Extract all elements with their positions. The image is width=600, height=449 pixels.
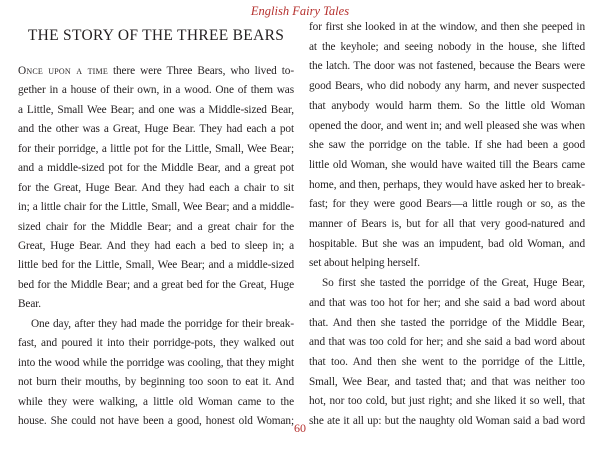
running-head: English Fairy Tales — [250, 4, 350, 18]
text-line: sized chair for the Middle Bear; and a great chair for the — [18, 220, 294, 233]
text-line: in; a little chair for the Little, Small, Wee Bear; and a middle- — [18, 201, 294, 214]
text-line: she ate it all up: but the naughty old Woman said a bad word — [309, 415, 585, 427]
text-line: One day, after they had made the porridge for their break- — [31, 317, 294, 330]
chapter-title: THE STORY OF THE THREE BEARS — [27, 27, 285, 44]
text-line-fragment: there were Three Bears, who lived to- — [107, 65, 294, 77]
page-number: 60 — [294, 421, 306, 435]
text-line: gether in a house of their own, in a wood. One of them was — [18, 84, 294, 97]
text-line: she saw the porridge on the table. If she had been a good — [309, 139, 585, 152]
text-line: good Bears, who did nobody any harm, and never suspected — [309, 80, 585, 93]
text-line — [18, 62, 294, 81]
text-line: not burn their mouths, by beginning too soon to eat it. And — [18, 376, 294, 389]
text-line: and the other was a Great, Huge Bear. They had each a pot — [18, 123, 294, 136]
text-line: set about helping herself. — [309, 257, 420, 270]
text-line: for the Great, Huge Bear. And they had each a chair to sit — [18, 181, 294, 194]
opening-smallcaps: Once upon a time — [18, 65, 108, 77]
text-line: bed for the Middle Bear; and a great bed for the Great, Huge — [18, 278, 294, 291]
text-line: for their porridge, a little pot for the Little, Small, Wee Bear; — [18, 142, 294, 155]
text-line: manner of Bears is, but for all that very good-natured and — [309, 218, 585, 230]
text-line: at the keyhole; and seeing nobody in the house, she lifted — [309, 40, 585, 53]
text-line: So first she tasted the porridge of the Great, Huge Bear, — [322, 277, 585, 290]
text-line: while they were walking, a little old Woman came to the — [18, 395, 294, 408]
text-line: that too. And then she went to the porridge of the Little, — [309, 355, 585, 368]
text-line: a Little, Small Wee Bear; and one was a Middle-sized Bear, — [18, 103, 294, 116]
text-line: and a middle-sized pot for the Middle Bear, and a great pot — [18, 162, 294, 175]
text-line: Great, Huge Bear. And they had each a bed to sleep in; a — [18, 240, 294, 252]
text-line: hospitable. But she was an impudent, bad old Woman, and — [309, 237, 585, 250]
text-line: house. She could not have been a good, honest old Woman; — [18, 415, 294, 427]
text-line: into the wood while the porridge was cooling, that they might — [18, 356, 294, 369]
text-line: and that was too cold for her; and she said a bad word about — [309, 336, 585, 349]
text-line: little bed for the Little, Small, Wee Bear; and a middle-sized — [18, 259, 294, 272]
text-line: home, and then, perhaps, they would have asked her to break- — [309, 178, 585, 191]
text-line: opened the door, and went in; and well pleased she was when — [309, 119, 585, 132]
text-line: Bear. — [18, 298, 42, 311]
text-line: fast, and poured it into their porridge-pots, they walked out — [18, 337, 294, 350]
text-line: little old Woman, she would have waited till the Bears came — [309, 158, 585, 171]
text-line: fast; for they were good Bears—a little rough or so, as the — [309, 198, 585, 211]
text-line: hot, nor too cold, but just right; and she liked it so well, that — [309, 395, 585, 408]
text-line: Small, Wee Bear, and tasted that; and that was neither too — [309, 375, 585, 388]
text-line: that. And then she tasted the porridge of the Middle Bear, — [309, 316, 585, 329]
text-line: for first she looked in at the window, and then she peeped in — [309, 21, 585, 33]
text-line: the latch. The door was not fastened, because the Bears were — [309, 60, 585, 73]
text-line: and that was too hot for her; and she said a bad word about — [309, 296, 585, 309]
text-line: that anybody would harm them. So the little old Woman — [309, 99, 585, 112]
